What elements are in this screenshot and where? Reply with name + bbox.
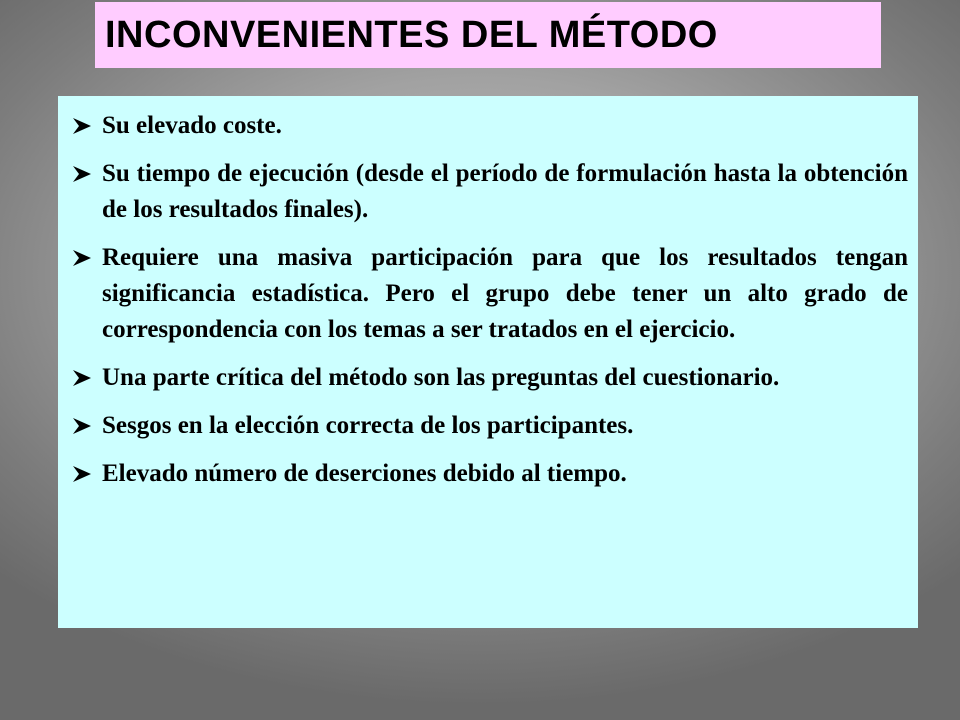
bullet-item (72, 108, 908, 144)
slide-title-box (95, 2, 881, 68)
arrowhead-bullet-icon (72, 456, 94, 492)
bullet-text: Sesgos en la elección correcta de los participantes. (102, 412, 634, 439)
bullet-item (72, 408, 908, 444)
bullet-list (72, 108, 908, 492)
bullet-text: Su elevado coste. (102, 112, 282, 139)
content-box (58, 96, 918, 628)
arrowhead-bullet-icon (72, 156, 94, 192)
arrowhead-bullet-icon (72, 108, 94, 144)
arrowhead-bullet-icon (72, 360, 94, 396)
bullet-item (72, 456, 908, 492)
bullet-text: Una parte crítica del método son las preguntas del cuestionario. (102, 364, 780, 391)
arrowhead-bullet-icon (72, 240, 94, 276)
bullet-item (72, 156, 908, 228)
bullet-item (72, 360, 908, 396)
bullet-item (72, 240, 908, 348)
arrowhead-bullet-icon (72, 408, 94, 444)
slide-title: INCONVENIENTES DEL MÉTODO (105, 13, 718, 56)
bullet-text: Elevado número de deserciones debido al tiempo. (102, 460, 627, 487)
bullet-text: Requiere una masiva participación para que los resultados tengan significancia estadística. Pero el grupo debe tener un alto grado de correspondencia con los temas a ser tratados en el ejercicio. (102, 244, 908, 343)
bullet-text: Su tiempo de ejecución (desde el período de formulación hasta la obtención de los resultados finales). (102, 160, 908, 223)
